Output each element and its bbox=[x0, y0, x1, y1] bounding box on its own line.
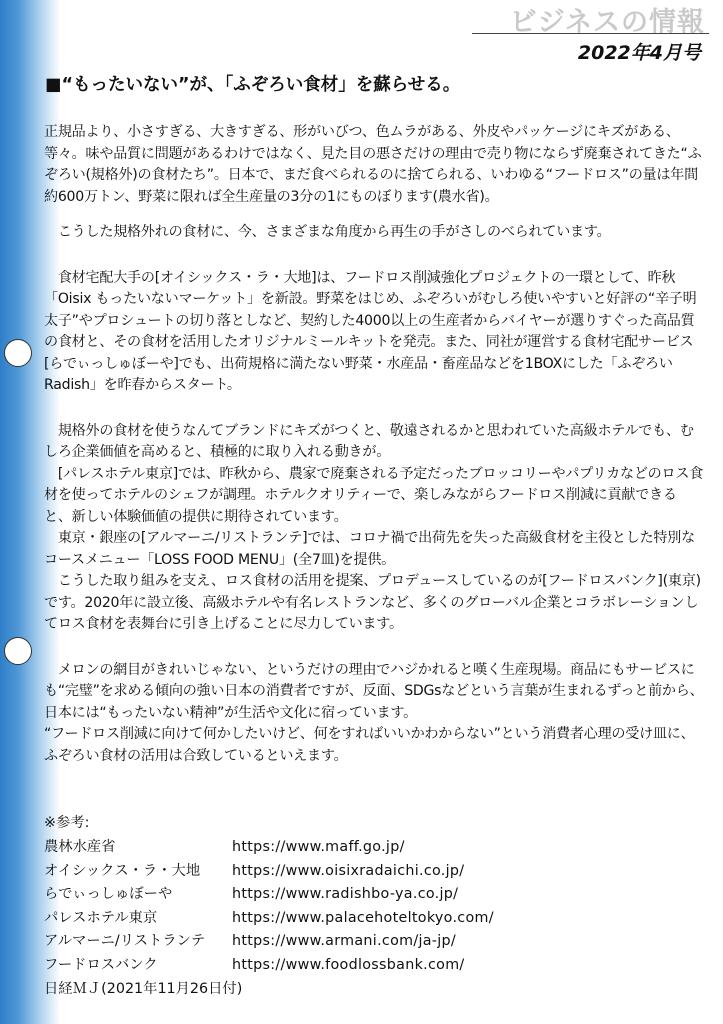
reference-url[interactable]: https://www.armani.com/ja-jp/ bbox=[232, 933, 457, 949]
article-body bbox=[44, 122, 704, 767]
reference-url[interactable]: https://www.palacehoteltokyo.com/ bbox=[232, 909, 494, 926]
issue-label: 2022年4月号 bbox=[577, 42, 701, 64]
reference-item bbox=[44, 836, 704, 860]
article-paragraph: メロンの網目がきれいじゃない、というだけの理由でハジかれると嘆く生産現場。商品にもサービスにも“完璧”を求める傾向の強い日本の消費者ですが、反面、SDGsなどという言葉が生まれるずっと前から、日本には“もったいない精神”が生活や文化に宿っています。 bbox=[44, 661, 704, 721]
references-title: ※参考: bbox=[44, 815, 90, 831]
article-paragraph: 東京・銀座の[アルマーニ/リストランテ]では、コロナ禍で出荷先を失った高級食材を主役とした特別なコースメニュー「LOSS FOOD MENU」(全7皿)を提供。 bbox=[44, 530, 695, 568]
header-divider bbox=[472, 33, 709, 34]
reference-url[interactable]: https://www.maff.go.jp/ bbox=[232, 839, 405, 855]
reference-item bbox=[44, 907, 704, 931]
reference-url[interactable]: https://www.radishbo-ya.co.jp/ bbox=[232, 886, 459, 902]
reference-item bbox=[44, 930, 704, 954]
reference-name: 農林水産省 bbox=[44, 839, 116, 855]
reference-name: パレスホテル東京 bbox=[44, 909, 158, 926]
reference-name: アルマーニ/リストランテ bbox=[44, 933, 206, 949]
binder-hole bbox=[4, 637, 32, 665]
article-paragraph: 規格外の食材を使うなんてブランドにキズがつくと、敬遠されるかと思われていた高級ホテルでも、むしろ企業価値を高めると、積極的に取り入れる動きが。 bbox=[44, 422, 694, 460]
article-paragraph: “フードロス削減に向けて何かしたいけど、何をすればいいかわからない”という消費者心理の受け皿に、ふぞろい食材の活用は合致しているといえます。 bbox=[44, 726, 695, 764]
reference-url[interactable]: https://www.foodlossbank.com/ bbox=[232, 956, 465, 973]
reference-item bbox=[44, 883, 704, 907]
reference-item bbox=[44, 954, 704, 978]
reference-url[interactable]: https://www.oisixradaichi.co.jp/ bbox=[232, 862, 465, 879]
article-headline: ■“もったいない”が、「ふぞろい食材」を蘇らせる。 bbox=[45, 75, 461, 95]
article-paragraph: 正規品より、小さすぎる、大きすぎる、形がいびつ、色ムラがある、外皮やパッケージにキズがある、等々。味や品質に問題があるわけではなく、見た目の悪さだけの理由で売り物にならず廃棄されてきた“ふぞろい(規格外)の食材たち”。日本で、まだ食べられるのに捨てられる、いわゆる“フードロス”の量は年間約600万トン、野菜に限れば全生産量の3分の1にものぼります(農水省)。 bbox=[44, 124, 702, 205]
references-section bbox=[44, 810, 704, 1001]
article-paragraph: こうした取り組みを支え、ロス食材の活用を提案、プロデュースしているのが[フードロスバンク](東京)です。2020年に設立後、高級ホテルや有名レストランなど、多くのグローバル企業とコラボレーションしてロス食材を表舞台に引き上げることに尽力しています。 bbox=[44, 573, 701, 632]
section-title: ビジネスの情報 bbox=[509, 7, 705, 38]
reference-name: らでぃっしゅぼーや bbox=[44, 886, 173, 902]
reference-name: オイシックス・ラ・大地 bbox=[44, 862, 201, 879]
reference-item bbox=[44, 860, 704, 884]
article-paragraph: 食材宅配大手の[オイシックス・ラ・大地]は、フードロス削減強化プロジェクトの一環として、昨秋「Oisix もったいないマーケット」を新設。野菜をはじめ、ふぞろいがむしろ使いやすいと好評の“辛子明太子”やプロシュートの切り落としなど、契約した4000以上の生産者からバイヤーが選りすぐった高品質の食材と、その食材を活用したオリジナルミールキットを発売。また、同社が運営する食材宅配サービス[らでぃっしゅぼーや]でも、出荷規格に満たない野菜・水産品・畜産品などを1BOXにした「ふぞろいRadish」を昨春からスタート。 bbox=[44, 269, 697, 393]
source-citation: 日経ＭＪ(2021年11月26日付) bbox=[44, 981, 243, 997]
binder-hole bbox=[4, 339, 32, 367]
reference-name: フードロスバンク bbox=[44, 956, 158, 973]
article-paragraph: [パレスホテル東京]では、昨秋から、農家で廃棄される予定だったブロッコリーやパプリカなどのロス食材を使ってホテルのシェフが調理。ホテルクオリティーで、楽しみながらフードロス削減に貢献できると、新しい体験価値の提供に期待されています。 bbox=[44, 465, 704, 525]
article-paragraph: こうした規格外れの食材に、今、さまざまな角度から再生の手がさしのべられています。 bbox=[44, 224, 611, 240]
